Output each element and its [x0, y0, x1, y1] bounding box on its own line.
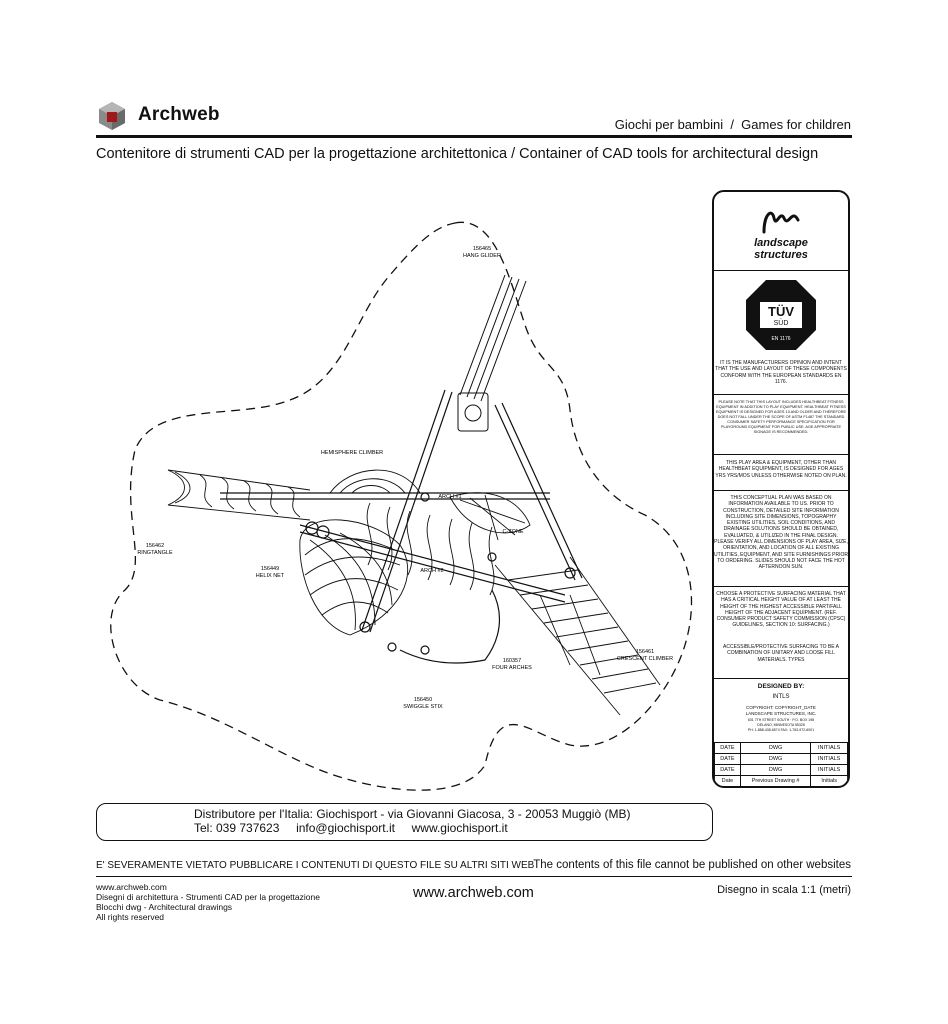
note-conceptual: THIS CONCEPTUAL PLAN WAS BASED ON INFORMATION AVAILABLE TO US. PRIOR TO CONSTRUCTION, DETAILED SITE INFORMATION INCLUDING SITE DIMENSIONS, TOPOGRAPHY EXISTING UTILITIES, SOIL CONDITIONS, AND DRAINAGE SOLUTIONS SHOULD BE OBTAINED, EVALUATED, & UTILIZED IN THE FINAL DESIGN. PLEASE VERIFY ALL DIMENSIONS OF PLAY AREA, SIZE, ORIENTATION, AND LOCATION OF ALL EXISTING UTILITIES, EQUIPMENT, AND SITE FURNISHINGS PRIOR TO ORDERING. SLIDES SHOULD NOT FACE THE HOT AFTERNOON SUN.	[714, 495, 848, 571]
brand-line2: structures	[754, 249, 808, 261]
hemisphere-climber	[330, 470, 530, 540]
label-arch2: ARCH #2	[420, 568, 444, 574]
copyright: COPYRIGHT: COPYRIGHT_DATE	[746, 705, 816, 710]
divider	[714, 678, 848, 679]
note-surfacing: CHOOSE A PROTECTIVE SURFACING MATERIAL THAT HAS A CRITICAL HEIGHT VALUE OF AT LEAST THE HEIGHT OF THE HIGHEST ACCESSIBLE PART/FALL HEIGHT OF THE ADJACENT EQUIPMENT. (REF. CONSUMER PRODUCT SAFETY COMMISSION (CPSC) GUIDELINES, SECTION 10: SURFACING.)	[716, 591, 846, 629]
note-accessible: ACCESSIBLE/PROTECTIVE SURFACING TO BE A COMBINATION OF UNITARY AND LOOSE FILL MATERIALS. TYPES	[723, 644, 839, 663]
label-four-arches: FOUR ARCHES	[492, 665, 532, 671]
footer-site[interactable]: www.archweb.com	[96, 882, 167, 892]
rev-cell: Date	[715, 776, 741, 787]
swiggle-stix	[367, 503, 494, 595]
helix-net	[300, 520, 408, 635]
tuv-standard: EN 1176	[771, 336, 791, 342]
revision-table	[714, 742, 848, 787]
label-helix-net: HELIX NET	[255, 573, 285, 579]
play-area-boundary	[111, 222, 692, 790]
label-helix-net-code: 156449	[260, 566, 280, 572]
label-hang-glider: HANG GLIDER	[463, 253, 501, 259]
page-subtitle: Contenitore di strumenti CAD per la progettazione architettonica / Container of CAD tools for architectural design	[96, 146, 819, 162]
tuv-bottom: SÜD	[773, 320, 789, 327]
footer-website-link[interactable]: www.archweb.com	[413, 885, 534, 901]
ringtangle	[168, 470, 310, 520]
label-four-arches-code: 160357	[502, 658, 522, 664]
header-divider	[96, 135, 852, 138]
rev-cell: DWG	[740, 754, 811, 765]
title-block-panel	[712, 190, 850, 788]
label-swiggle-stix: SWIGGLE STIX	[403, 704, 443, 710]
label-ringtangle: RINGTANGLE	[137, 550, 173, 556]
rev-cell: INITIALS	[811, 765, 848, 776]
table-row	[715, 743, 848, 754]
rev-cell: DATE	[715, 765, 741, 776]
note-healthbeat: PLEASE NOTE THAT THIS LAYOUT INCLUDES HEALTHBEAT FITNESS EQUIPMENT IN ADDITION TO PLAY EQUIPMENT. HEALTHBEAT FITNESS EQUIPMENT IS DESIGNED FOR AGES 13 AND OLDER AND THEREFORE DOES NOT FALL UNDER THE SCOPE OF ASTM F1487 THE STANDARD CONSUMER SAFETY PERFORMANCE SPECIFICATION FOR PLAYGROUND EQUIPMENT FOR PUBLIC USE. AGE APPROPRIATE SIGNAGE IS RECOMMENDED.	[715, 400, 847, 434]
divider	[714, 490, 848, 491]
divider	[714, 586, 848, 587]
label-hang-glider-code: 156465	[472, 246, 492, 252]
tuv-top: TÜV	[768, 304, 794, 319]
rev-cell: DWG	[740, 765, 811, 776]
divider	[714, 394, 848, 395]
playground-plan	[100, 195, 700, 795]
divider	[714, 454, 848, 455]
rev-cell: INITIALS	[811, 754, 848, 765]
label-ringtangle-code: 156462	[145, 543, 165, 549]
designed-by-label: DESIGNED BY:	[757, 683, 805, 690]
note-standards: IT IS THE MANUFACTURERS OPINION AND INTENT THAT THE USE AND LAYOUT OF THESE COMPONENTS CONFORM WITH THE EUROPEAN STANDARDS EN 1176.	[715, 360, 847, 385]
rev-cell: INITIALS	[811, 743, 848, 754]
archweb-logo-icon	[97, 101, 127, 131]
category-label: Giochi per bambini / Games for children	[614, 117, 851, 132]
distributor-contacts: Tel: 039 737623 info@giochisport.it www.giochisport.it	[194, 821, 508, 835]
tuv-certification-icon	[744, 278, 818, 352]
note-ages: THIS PLAY AREA & EQUIPMENT, OTHER THAN HEALTHBEAT EQUIPMENT, IS DESIGNED FOR AGES YRS YRS/MOS UNLESS OTHERWISE NOTED ON PLAN.	[715, 460, 847, 479]
table-row	[715, 776, 848, 787]
table-row	[715, 754, 848, 765]
notice-italian: E' SEVERAMENTE VIETATO PUBBLICARE I CONTENUTI DI QUESTO FILE SU ALTRI SITI WEB	[96, 860, 535, 871]
table-row	[715, 765, 848, 776]
landscape-structures-logo-icon	[760, 204, 802, 236]
label-swiggle-code: 156450	[413, 697, 433, 703]
footer-line2: Disegni di architettura - Strumenti CAD per la progettazione	[96, 892, 320, 902]
label-hemisphere-climber: HEMISPHERE CLIMBER	[320, 450, 384, 456]
label-arch1: ARCH #1	[438, 494, 462, 500]
scale-label: Disegno in scala 1:1 (metri)	[717, 884, 851, 896]
footer-divider	[96, 876, 852, 877]
four-arches	[400, 590, 499, 663]
footer-rights: All rights reserved	[96, 912, 165, 922]
label-crescent-code: 156461	[635, 649, 655, 655]
footer-line3: Blocchi dwg - Architectural drawings	[96, 902, 233, 912]
label-crescent-climber: CRESCENT CLIMBER	[616, 656, 674, 662]
crescent-climber	[495, 557, 660, 715]
designed-by-value: INTLS	[772, 694, 790, 700]
phone: PH: 1-888-438-6574 FAX: 1-763-972-6001	[747, 728, 815, 732]
arches	[220, 390, 582, 654]
rev-cell: DATE	[715, 754, 741, 765]
rev-cell: Initials	[811, 776, 848, 787]
label-c-zone: C-ZONE	[502, 529, 524, 535]
divider	[714, 270, 848, 271]
rev-cell: Previous Drawing #	[740, 776, 811, 787]
rev-cell: DATE	[715, 743, 741, 754]
company-name: LANDSCAPE STRUCTURES, INC.	[745, 711, 817, 716]
address-line1: 601 7TH STREET SOUTH · P.O. BOX 198	[747, 718, 815, 722]
logo-text: Archweb	[138, 104, 220, 125]
distributor-address: Distributore per l'Italia: Giochisport - via Giovanni Giacosa, 3 - 20053 Muggiò (MB)	[194, 807, 631, 821]
rev-cell: DWG	[740, 743, 811, 754]
brand-line1: landscape	[754, 237, 808, 249]
notice-english: The contents of this file cannot be published on other websites	[533, 859, 851, 871]
address-line2: DELANO, MINNESOTA 55328	[757, 723, 805, 727]
